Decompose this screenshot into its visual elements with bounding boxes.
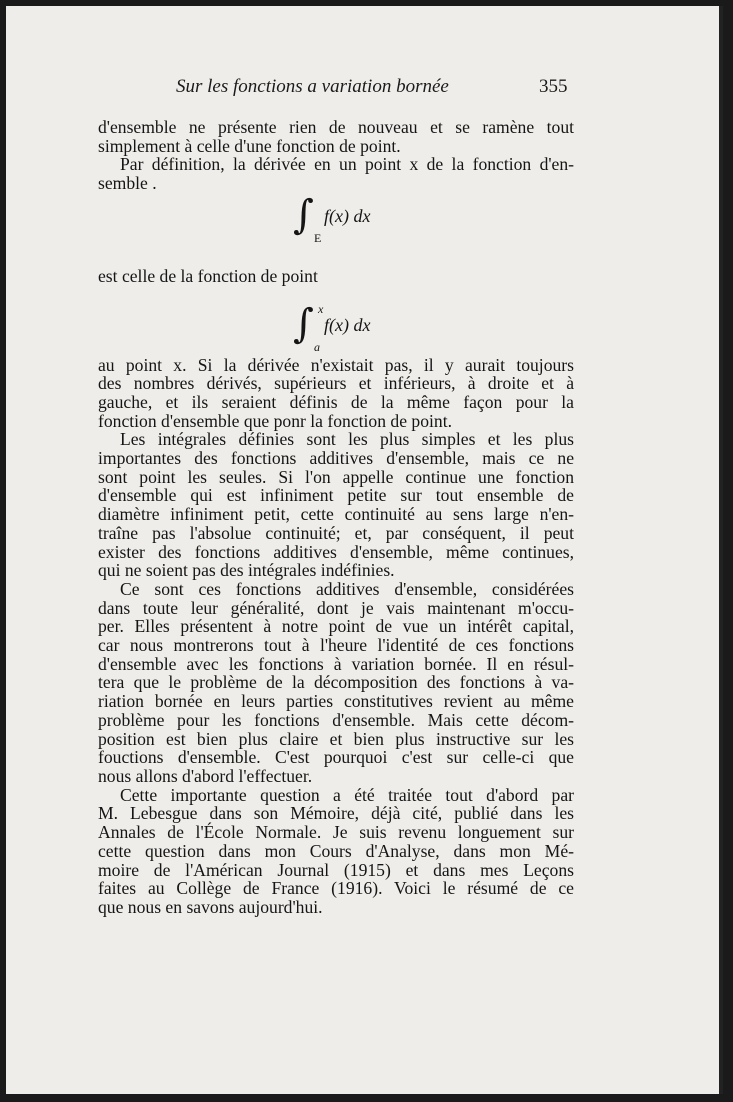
formula-integral-over-e: [98, 193, 574, 247]
text-line: riation bornée en leurs parties constitutives revient au même: [98, 691, 574, 712]
text-line: dans toute leur généralité, dont je vais maintenant m'occu-: [98, 597, 574, 618]
text-line: fonction d'ensemble que ponr la fonction de point.: [98, 410, 452, 431]
text-line: M. Lebesgue dans son Mémoire, déjà cité, publié dans les: [98, 803, 574, 824]
text-line: Les intégrales définies sont les plus simples et les plus: [120, 429, 574, 450]
body-text: [98, 118, 574, 917]
text-line: gauche, et ils seraient définis de la même façon pour la: [98, 391, 574, 412]
text-line: Cette importante question a été traitée tout d'abord par: [120, 784, 574, 805]
text-line: problème pour les fonctions d'ensemble. Mais cette décom-: [98, 709, 574, 730]
text-line: des nombres dérivés, supérieurs et inférieurs, à droite et à: [98, 373, 574, 394]
integral-upper-bound: x: [318, 301, 324, 316]
text-line: traîne pas l'absolue continuité; et, par conséquent, il peut: [98, 522, 574, 543]
text-line: moire de l'Américan Journal (1915) et dans mes Leçons: [98, 859, 574, 880]
text-line: au point x. Si la dérivée n'existait pas, il y aurait toujours: [98, 354, 574, 375]
text-line: fouctions d'ensemble. C'est pourquoi c'est sur celle-ci que: [98, 747, 574, 768]
text-line: position est bien plus claire et bien plus instructive sur les: [98, 728, 574, 749]
text-line: d'ensemble avec les fonctions à variation bornée. Il en résul-: [98, 653, 574, 674]
text-line: sont point les seules. Si l'on appelle continue une fonction: [98, 466, 574, 487]
text-line: importantes des fonctions additives d'ensemble, mais ce ne: [98, 448, 574, 469]
integrand: f(x) dx: [324, 205, 371, 226]
text-line: tera que le problème de la décomposition des fonctions à va-: [98, 672, 574, 693]
text-line: diamètre infiniment petit, cette continuité au sens large n'en-: [98, 504, 574, 525]
text-line: d'ensemble qui est infiniment petite sur tout ensemble de: [98, 485, 574, 506]
integral-lower-bound: E: [314, 230, 322, 245]
text-line: Ce sont ces fonctions additives d'ensemble, considérées: [120, 578, 574, 599]
text-line: nous allons d'abord l'effectuer.: [98, 765, 313, 786]
text-line: qui ne soient pas des intégrales indéfinies.: [98, 560, 395, 581]
text-line: cette question dans mon Cours d'Analyse, dans mon Mé-: [98, 840, 574, 861]
integral-sign: ∫: [293, 300, 314, 347]
text-line: semble .: [98, 173, 157, 194]
text-line: Par définition, la dérivée en un point x de la fonction d'en-: [120, 154, 574, 175]
text-line: car nous montrerons tout à l'heure l'identité de ces fonctions: [98, 635, 574, 656]
text-line: d'ensemble ne présente rien de nouveau et se ramène tout: [98, 117, 574, 137]
text-line: que nous en savons aujourd'hui.: [98, 896, 323, 917]
running-title: Sur les fonctions a variation bornée: [176, 76, 449, 97]
integral-lower-bound: a: [314, 339, 320, 354]
text-line: Annales de l'École Normale. Je suis revenu longuement sur: [98, 822, 574, 843]
text-line: faites au Collège de France (1916). Voici le résumé de ce: [98, 878, 574, 899]
text-line: est celle de la fonction de point: [98, 265, 318, 286]
page: [6, 6, 723, 1094]
page-number: 355: [539, 76, 568, 97]
text-line: exister des fonctions additives d'ensemble, même continues,: [98, 541, 574, 562]
text-line: simplement à celle d'une fonction de point.: [98, 135, 401, 156]
integrand: f(x) dx: [324, 314, 371, 335]
formula-integral-a-to-x: [98, 286, 574, 356]
text-line: per. Elles présentent à notre point de vue un intérêt capital,: [98, 616, 574, 637]
integral-sign: ∫: [293, 191, 314, 238]
